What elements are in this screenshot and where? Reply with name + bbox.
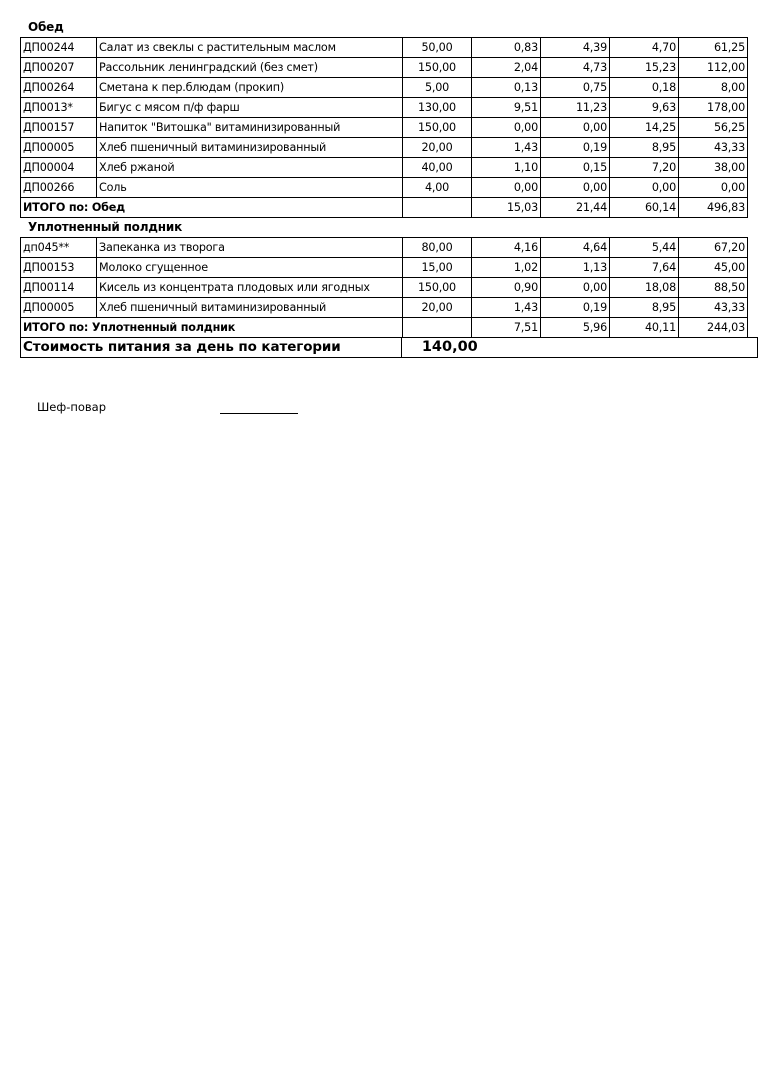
total-fats-cell: 5,96 bbox=[541, 318, 610, 338]
daily-cost-table bbox=[20, 337, 758, 358]
calories-cell: 38,00 bbox=[679, 158, 748, 178]
portion-weight-cell: 80,00 bbox=[403, 238, 472, 258]
dish-code-cell: ДП00266 bbox=[21, 178, 97, 198]
total-row bbox=[21, 198, 748, 218]
lunch-table bbox=[20, 37, 748, 218]
proteins-cell: 1,43 bbox=[472, 138, 541, 158]
dish-name-cell: Напиток "Витошка" витаминизированный bbox=[97, 118, 403, 138]
portion-weight-cell: 150,00 bbox=[403, 118, 472, 138]
table-row bbox=[21, 118, 748, 138]
carbohydrates-cell: 8,95 bbox=[610, 298, 679, 318]
total-label: ИТОГО по: Обед bbox=[21, 198, 403, 218]
calories-cell: 178,00 bbox=[679, 98, 748, 118]
total-row bbox=[21, 318, 748, 338]
calories-cell: 88,50 bbox=[679, 278, 748, 298]
calories-cell: 43,33 bbox=[679, 138, 748, 158]
fats-cell: 0,00 bbox=[541, 178, 610, 198]
proteins-cell: 1,43 bbox=[472, 298, 541, 318]
dish-code-cell: ДП00264 bbox=[21, 78, 97, 98]
portion-weight-cell: 5,00 bbox=[403, 78, 472, 98]
calories-cell: 8,00 bbox=[679, 78, 748, 98]
carbohydrates-cell: 8,95 bbox=[610, 138, 679, 158]
signature-line bbox=[220, 413, 298, 414]
dish-name-cell: Запеканка из творога bbox=[97, 238, 403, 258]
table-row bbox=[21, 238, 748, 258]
carbohydrates-cell: 0,00 bbox=[610, 178, 679, 198]
dish-code-cell: ДП00244 bbox=[21, 38, 97, 58]
dish-code-cell: ДП00005 bbox=[21, 138, 97, 158]
fats-cell: 4,73 bbox=[541, 58, 610, 78]
afternoon-snack-table bbox=[20, 237, 748, 338]
section-title-lunch: Обед bbox=[28, 20, 64, 34]
fats-cell: 0,00 bbox=[541, 118, 610, 138]
calories-cell: 0,00 bbox=[679, 178, 748, 198]
dish-name-cell: Хлеб ржаной bbox=[97, 158, 403, 178]
proteins-cell: 4,16 bbox=[472, 238, 541, 258]
total-carbohydrates-cell: 60,14 bbox=[610, 198, 679, 218]
fats-cell: 11,23 bbox=[541, 98, 610, 118]
total-carbohydrates-cell: 40,11 bbox=[610, 318, 679, 338]
portion-weight-cell: 150,00 bbox=[403, 278, 472, 298]
fats-cell: 0,15 bbox=[541, 158, 610, 178]
carbohydrates-cell: 5,44 bbox=[610, 238, 679, 258]
dish-name-cell: Хлеб пшеничный витаминизированный bbox=[97, 298, 403, 318]
table-row bbox=[21, 38, 748, 58]
portion-weight-cell: 40,00 bbox=[403, 158, 472, 178]
proteins-cell: 1,02 bbox=[472, 258, 541, 278]
dish-name-cell: Рассольник ленинградский (без смет) bbox=[97, 58, 403, 78]
daily-cost-value: 140,00 bbox=[401, 338, 757, 358]
dish-name-cell: Салат из свеклы с растительным маслом bbox=[97, 38, 403, 58]
carbohydrates-cell: 15,23 bbox=[610, 58, 679, 78]
table-row bbox=[21, 298, 748, 318]
total-calories-cell: 496,83 bbox=[679, 198, 748, 218]
portion-weight-cell: 130,00 bbox=[403, 98, 472, 118]
carbohydrates-cell: 9,63 bbox=[610, 98, 679, 118]
portion-weight-cell: 20,00 bbox=[403, 138, 472, 158]
calories-cell: 67,20 bbox=[679, 238, 748, 258]
portion-weight-cell: 150,00 bbox=[403, 58, 472, 78]
total-qty-cell bbox=[403, 198, 472, 218]
fats-cell: 0,19 bbox=[541, 298, 610, 318]
dish-name-cell: Сметана к пер.блюдам (прокип) bbox=[97, 78, 403, 98]
total-calories-cell: 244,03 bbox=[679, 318, 748, 338]
fats-cell: 0,19 bbox=[541, 138, 610, 158]
carbohydrates-cell: 14,25 bbox=[610, 118, 679, 138]
daily-cost-label: Стоимость питания за день по категории bbox=[21, 338, 402, 358]
fats-cell: 0,75 bbox=[541, 78, 610, 98]
proteins-cell: 1,10 bbox=[472, 158, 541, 178]
total-qty-cell bbox=[403, 318, 472, 338]
total-label: ИТОГО по: Уплотненный полдник bbox=[21, 318, 403, 338]
carbohydrates-cell: 7,20 bbox=[610, 158, 679, 178]
dish-code-cell: дп045** bbox=[21, 238, 97, 258]
portion-weight-cell: 15,00 bbox=[403, 258, 472, 278]
dish-code-cell: ДП00005 bbox=[21, 298, 97, 318]
proteins-cell: 0,13 bbox=[472, 78, 541, 98]
calories-cell: 45,00 bbox=[679, 258, 748, 278]
section-title-afternoon-snack: Уплотненный полдник bbox=[28, 220, 183, 234]
total-fats-cell: 21,44 bbox=[541, 198, 610, 218]
dish-code-cell: ДП00153 bbox=[21, 258, 97, 278]
fats-cell: 4,64 bbox=[541, 238, 610, 258]
portion-weight-cell: 4,00 bbox=[403, 178, 472, 198]
daily-cost-row bbox=[21, 338, 758, 358]
table-row bbox=[21, 98, 748, 118]
table-row bbox=[21, 178, 748, 198]
table-row bbox=[21, 258, 748, 278]
proteins-cell: 0,90 bbox=[472, 278, 541, 298]
dish-code-cell: ДП00207 bbox=[21, 58, 97, 78]
portion-weight-cell: 20,00 bbox=[403, 298, 472, 318]
dish-name-cell: Бигус с мясом п/ф фарш bbox=[97, 98, 403, 118]
table-row bbox=[21, 138, 748, 158]
table-row bbox=[21, 278, 748, 298]
dish-name-cell: Соль bbox=[97, 178, 403, 198]
total-proteins-cell: 7,51 bbox=[472, 318, 541, 338]
calories-cell: 61,25 bbox=[679, 38, 748, 58]
dish-name-cell: Кисель из концентрата плодовых или ягодных bbox=[97, 278, 403, 298]
dish-code-cell: ДП0013* bbox=[21, 98, 97, 118]
total-proteins-cell: 15,03 bbox=[472, 198, 541, 218]
dish-name-cell: Молоко сгущенное bbox=[97, 258, 403, 278]
carbohydrates-cell: 4,70 bbox=[610, 38, 679, 58]
portion-weight-cell: 50,00 bbox=[403, 38, 472, 58]
carbohydrates-cell: 0,18 bbox=[610, 78, 679, 98]
proteins-cell: 0,00 bbox=[472, 178, 541, 198]
proteins-cell: 2,04 bbox=[472, 58, 541, 78]
fats-cell: 0,00 bbox=[541, 278, 610, 298]
proteins-cell: 9,51 bbox=[472, 98, 541, 118]
proteins-cell: 0,83 bbox=[472, 38, 541, 58]
dish-code-cell: ДП00004 bbox=[21, 158, 97, 178]
dish-code-cell: ДП00157 bbox=[21, 118, 97, 138]
proteins-cell: 0,00 bbox=[472, 118, 541, 138]
carbohydrates-cell: 18,08 bbox=[610, 278, 679, 298]
table-row bbox=[21, 58, 748, 78]
fats-cell: 4,39 bbox=[541, 38, 610, 58]
chef-signature-label: Шеф-повар bbox=[37, 400, 107, 414]
fats-cell: 1,13 bbox=[541, 258, 610, 278]
table-row bbox=[21, 158, 748, 178]
table-row bbox=[21, 78, 748, 98]
dish-code-cell: ДП00114 bbox=[21, 278, 97, 298]
carbohydrates-cell: 7,64 bbox=[610, 258, 679, 278]
calories-cell: 112,00 bbox=[679, 58, 748, 78]
dish-name-cell: Хлеб пшеничный витаминизированный bbox=[97, 138, 403, 158]
calories-cell: 56,25 bbox=[679, 118, 748, 138]
calories-cell: 43,33 bbox=[679, 298, 748, 318]
